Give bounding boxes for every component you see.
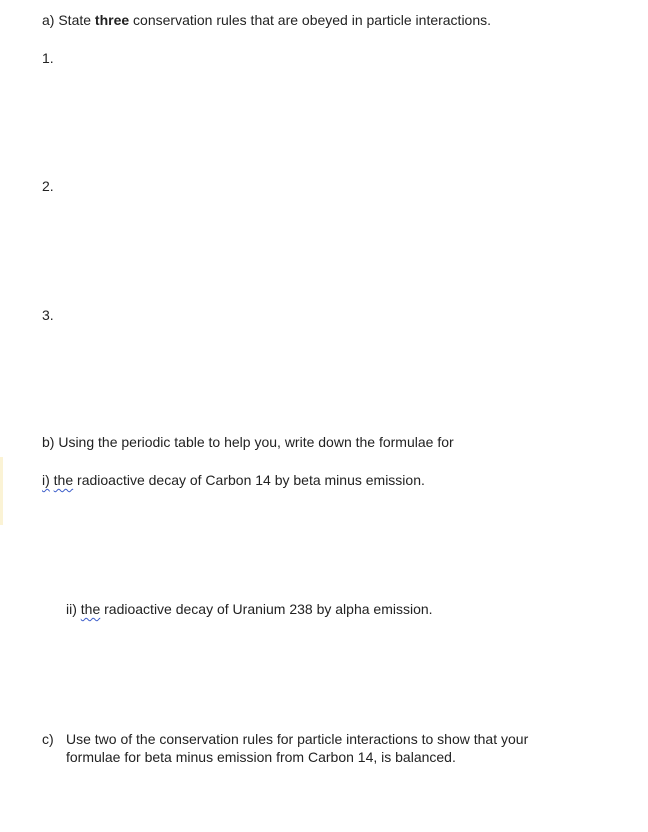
part-ii-label: ii)	[66, 601, 77, 617]
question-a-emphasis: three	[94, 12, 130, 28]
answer-1-label: 1.	[42, 50, 54, 66]
part-i-label: i)	[42, 472, 50, 488]
question-c-label: c)	[42, 731, 54, 747]
part-ii-text: radioactive decay of Uranium 238 by alpha emission.	[100, 601, 433, 617]
question-a-prefix: a) State	[42, 12, 95, 28]
question-a-prompt	[42, 11, 491, 29]
question-b-part-i	[42, 471, 425, 489]
part-i-text: radioactive decay of Carbon 14 by beta minus emission.	[73, 472, 425, 488]
part-ii-article: the	[80, 601, 101, 617]
question-c-text: Use two of the conservation rules for particle interactions to show that your formulae for beta minus emission from Carbon 14, is balanced.	[66, 731, 529, 765]
part-i-article: the	[53, 472, 74, 488]
question-b-part-ii	[66, 600, 433, 618]
margin-marker	[0, 457, 3, 525]
answer-2-label: 2.	[42, 178, 54, 194]
question-a-suffix: conservation rules that are obeyed in particle interactions.	[129, 12, 492, 28]
question-b-prompt: b) Using the periodic table to help you, write down the formulae for	[42, 434, 454, 450]
answer-3-label: 3.	[42, 307, 54, 323]
